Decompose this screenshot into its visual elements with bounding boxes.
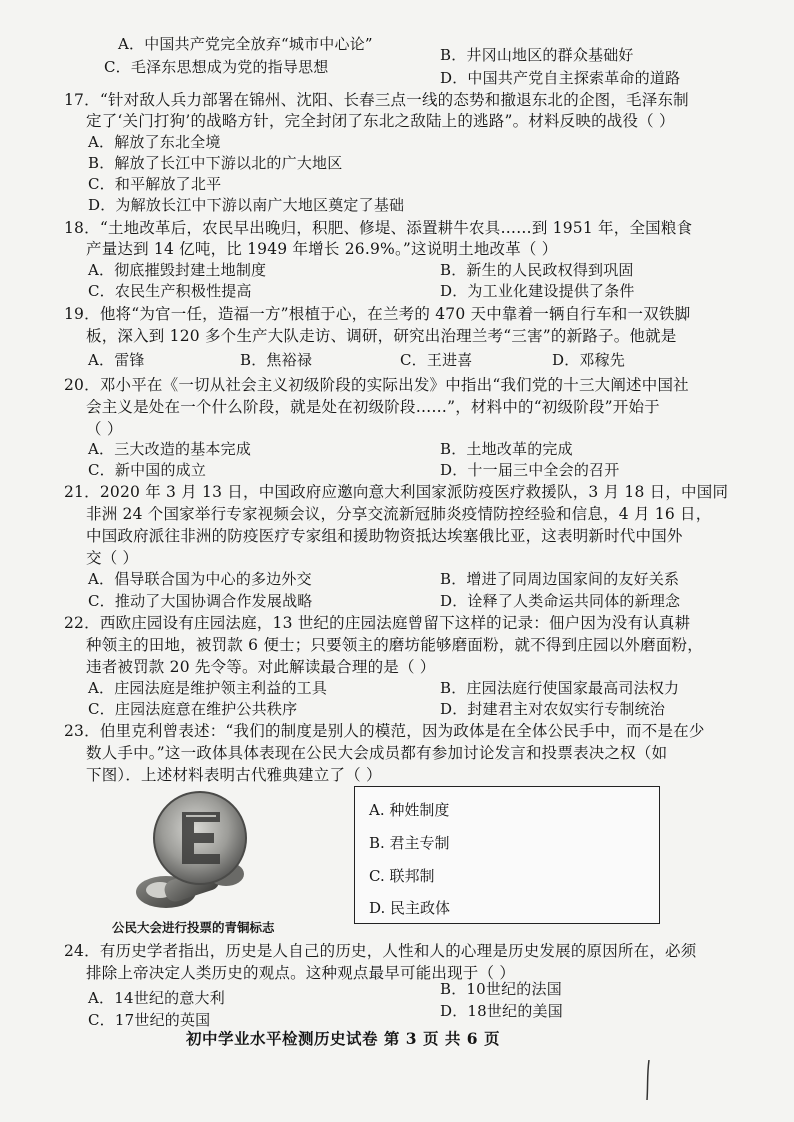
q23-option-b: B. 君主专制 [369,834,450,852]
q19-option-a: A．雷锋 [88,351,145,369]
q21-stem-line4: 交（ ） [86,549,139,567]
q18-option-b: B．新生的人民政权得到巩固 [440,261,634,279]
q23-options-box [354,786,660,924]
q20-option-d: D．十一届三中全会的召开 [440,461,620,479]
q18-stem-line2: 产量达到 14 亿吨，比 1949 年增长 26.9%。”这说明土地改革（ ） [86,240,558,258]
q21-option-b: B．增进了同周边国家间的友好关系 [440,570,680,588]
q24-option-a: A．14世纪的意大利 [88,989,225,1007]
q23-option-a: A. 种姓制度 [369,801,450,819]
q20-stem-line2: 会主义是处在一个什么阶段，就是处在初级阶段……”，材料中的“初级阶段”开始于 [86,398,660,416]
q22-option-d: D．封建君主对农奴实行专制统治 [440,700,666,718]
q21-stem-line1: 21．2020 年 3 月 13 日，中国政府应邀向意大利国家派防疫医疗救援队，3 月 18 日，中国同 [64,483,729,501]
bronze-voting-token-image [108,788,280,916]
q21-stem-line2: 非洲 24 个国家举行专家视频会议，分享交流新冠肺炎疫情防控经验和信息，4 月 16 日， [86,505,712,523]
q23-option-c: C. 联邦制 [369,867,435,885]
q22-option-b: B．庄园法庭行使国家最高司法权力 [440,679,680,697]
q17-option-d: D．为解放长江中下游以南广大地区奠定了基础 [88,196,405,214]
q19-option-c: C．王进喜 [400,351,473,369]
q20-stem-line1: 20．邓小平在《一切从社会主义初级阶段的实际出发》中指出“我们党的十三大阐述中国社 [64,376,689,394]
q20-stem-line3: （ ） [86,420,123,438]
page-footer: 初中学业水平检测历史试卷 第 3 页 共 6 页 [186,1029,500,1048]
q19-option-d: D．邓稼先 [552,351,626,369]
q21-option-a: A．倡导联合国为中心的多边外交 [88,570,312,588]
q18-option-d: D．为工业化建设提供了条件 [440,282,635,300]
pen-mark [645,1060,651,1100]
q17-stem-line1: 17．“针对敌人兵力部署在锦州、沈阳、长春三点一线的态势和撤退东北的企图，毛泽东制 [64,91,689,109]
image-caption: 公民大会进行投票的青铜标志 [112,920,275,935]
q19-option-b: B．焦裕禄 [240,351,313,369]
q23-option-d: D. 民主政体 [369,899,451,917]
q18-stem-line1: 18．“土地改革后，农民早出晚归，积肥、修堤、添置耕牛农具……到 1951 年，全国粮食 [64,219,693,237]
q21-option-c: C．推动了大国协调合作发展战略 [88,592,313,610]
q17-option-a: A．解放了东北全境 [88,133,221,151]
q20-option-c: C．新中国的成立 [88,461,207,479]
q23-stem-line2: 数人手中。”这一政体具体表现在公民大会成员都有参加讨论发言和投票表决之权（如 [86,744,668,762]
q17-option-b: B．解放了长江中下游以北的广大地区 [88,154,343,172]
q20-option-a: A．三大改造的基本完成 [88,440,252,458]
q22-option-c: C．庄园法庭意在维护公共秩序 [88,700,298,718]
q24-option-c: C．17世纪的英国 [88,1011,211,1029]
q24-option-d: D．18世纪的美国 [440,1002,563,1020]
q22-stem-line3: 违者被罚款 20 先令等。对此解读最合理的是（ ） [86,658,436,676]
q22-option-a: A．庄园法庭是维护领主利益的工具 [88,679,328,697]
q24-stem-line1: 24．有历史学者指出，历史是人自己的历史，人性和人的心理是历史发展的原因所在，必须 [64,942,697,960]
q21-option-d: D．诠释了人类命运共同体的新理念 [440,592,681,610]
q23-stem-line1: 23．伯里克利曾表述：“我们的制度是别人的模范，因为政体是在全体公民手中，而不是在少 [64,722,705,740]
q24-stem-line2: 排除上帝决定人类历史的观点。这种观点最早可能出现于（ ） [86,964,516,982]
q16-option-a: A．中国共产党完全放弃“城市中心论” [118,35,373,53]
q20-option-b: B．土地改革的完成 [440,440,573,458]
q21-stem-line3: 中国政府派往非洲的防疫医疗专家组和援助物资抵达埃塞俄比亚，这表明新时代中国外 [86,527,683,545]
q22-stem-line2: 种领主的田地，被罚款 6 便士；只要领主的磨坊能够磨面粉，就不得到庄园以外磨面粉， [86,636,703,654]
q16-option-d: D．中国共产党自主探索革命的道路 [440,69,681,87]
q18-option-a: A．彻底摧毁封建土地制度 [88,261,267,279]
q17-option-c: C．和平解放了北平 [88,175,222,193]
q19-stem-line1: 19．他将“为官一任，造福一方”根植于心，在兰考的 470 天中靠着一辆自行车和一双铁脚 [64,305,691,323]
q16-option-b: B．井冈山地区的群众基础好 [440,46,634,64]
q16-option-c: C．毛泽东思想成为党的指导思想 [104,58,329,76]
q17-stem-line2: 定了‘关门打狗’的战略方针，完全封闭了东北之敌陆上的逃路”。材料反映的战役（ ） [86,112,675,130]
q22-stem-line1: 22．西欧庄园设有庄园法庭，13 世纪的庄园法庭曾留下这样的记录：佃户因为没有认真耕 [64,614,691,632]
q18-option-c: C．农民生产积极性提高 [88,282,252,300]
q19-stem-line2: 板，深入到 120 多个生产大队走访、调研，研究出治理兰考“三害”的新路子。他就是 [86,327,677,345]
q24-option-b: B．10世纪的法国 [440,980,562,998]
q23-stem-line3: 下图）．上述材料表明古代雅典建立了（ ） [86,766,382,784]
